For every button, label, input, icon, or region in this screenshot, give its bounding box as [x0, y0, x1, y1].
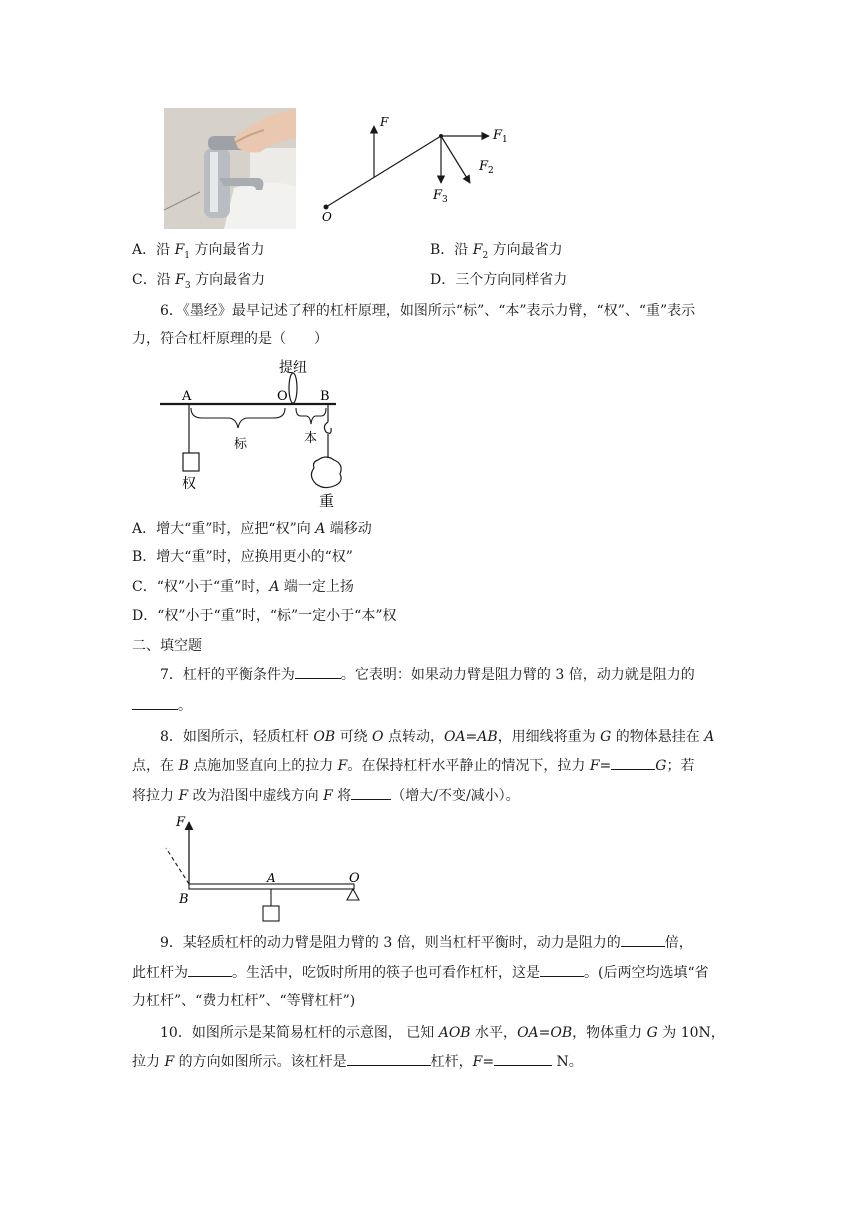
force-f2-arrow [441, 136, 470, 183]
q6-option-d: D．“权”小于“重”时，“标”一定小于“本”权 [132, 608, 397, 624]
label-o: O [349, 871, 360, 886]
q8-line3: 将拉力 F 改为沿图中虚线方向 F 将 （增大/不变/减小）。 [132, 785, 520, 807]
q10-blank-2[interactable] [494, 1051, 552, 1066]
q8-blank-1[interactable] [611, 755, 655, 770]
q5-option-a: A．沿 $F_1$ 方向最省力 [132, 242, 265, 261]
q9-line3: 力杠杆”、“费力杠杆”、“等臂杠杆”) [132, 993, 356, 1009]
label-o: O [277, 389, 288, 404]
pivot-point [324, 205, 329, 210]
label-quan: 权 [182, 476, 196, 492]
q9-line2: 此杠杆为 。生活中，吃饭时所用的筷子也可看作杠杆，这是 。(后两空均选填“省 [132, 962, 709, 984]
q10-line1: 10．如图所示是某简易杠杆的示意图， 已知 AOB 水平，OA=OB，物体重力 G 为 10N， [160, 1025, 725, 1041]
q6-option-a: A．增大“重”时，应把“权”向 A 端移动 [132, 521, 372, 537]
q9-blank-3[interactable] [540, 962, 584, 977]
fulcrum-triangle [347, 889, 359, 900]
label-biao: 标 [234, 437, 248, 452]
heavy-object [311, 457, 341, 488]
q9-line1: 9．某轻质杠杆的动力臂是阻力臂的 3 倍，则当杠杆平衡时，动力是阻力的 倍， [160, 932, 693, 954]
dashed-force-line [166, 848, 189, 884]
q6-steelyard-diagram [158, 356, 344, 510]
faucet-photo [164, 108, 296, 229]
label-zhong: 重 [319, 492, 335, 510]
q7-blank-1[interactable] [295, 664, 341, 679]
faucet-photo-drawing [164, 108, 296, 229]
q7-line1: 7．杠杆的平衡条件为 。它表明：如果动力臂是阻力臂的 3 倍，动力就是阻力的 [160, 664, 695, 686]
brace-biao [191, 408, 285, 428]
q6-option-c: C．“权”小于“重”时，A 端一定上扬 [132, 579, 354, 595]
lever-line [326, 136, 441, 207]
q5-option-d: D．三个方向同样省力 [430, 272, 568, 288]
q7-blank-2[interactable] [132, 695, 178, 710]
q8-blank-2[interactable] [351, 785, 391, 800]
label-b: B [179, 892, 189, 907]
q8-line2: 点，在 B 点施加竖直向上的拉力 F。在保持杠杆水平静止的情况下，拉力 F= G；若 [132, 755, 694, 777]
q6-stem-line1: 6．《墨经》最早记述了秤的杠杆原理，如图所示“标”、“本”表示力臂，“权”、“重”表示 [160, 303, 696, 319]
label-f: F [380, 115, 389, 129]
label-f2: $F_2$ [479, 159, 494, 176]
lifting-loop [289, 373, 297, 403]
section-title: 二、填空题 [132, 638, 202, 654]
label-f3: $F_3$ [433, 188, 448, 205]
counterweight-box [183, 453, 199, 471]
q5-option-b: B．沿 $F_2$ 方向最省力 [430, 242, 563, 261]
label-f: F [176, 815, 186, 830]
hook [324, 422, 331, 433]
brace-ben [296, 408, 326, 424]
q8-line1: 8．如图所示，轻质杠杆 OB 可绕 O 点转动，OA=AB，用细线将重为 G 的物体悬挂在 A [160, 729, 715, 745]
label-ben: 本 [304, 431, 318, 446]
q5-option-c: C．沿 $F_3$ 方向最省力 [132, 272, 266, 291]
q9-blank-2[interactable] [188, 962, 232, 977]
label-b: B [320, 389, 330, 404]
q8-lever-diagram [162, 812, 372, 924]
label-a: A [182, 389, 192, 404]
q10-line2: 拉力 F 的方向如图所示。该杠杆是 杠杆，F= N。 [132, 1051, 583, 1073]
q5-force-diagram [316, 110, 526, 228]
q9-blank-1[interactable] [621, 932, 665, 947]
label-a: A [267, 871, 276, 885]
q10-blank-1[interactable] [347, 1051, 431, 1066]
label-f1: $F_1$ [493, 128, 508, 145]
q7-line2: 。 [132, 695, 192, 717]
q6-stem-line2: 力，符合杠杆原理的是（ ） [132, 331, 328, 347]
label-tizhu: 提纽 [279, 360, 307, 376]
hanging-block [263, 906, 279, 921]
label-o: O [322, 210, 332, 224]
q6-option-b: B．增大“重”时，应换用更小的“权” [132, 549, 353, 565]
